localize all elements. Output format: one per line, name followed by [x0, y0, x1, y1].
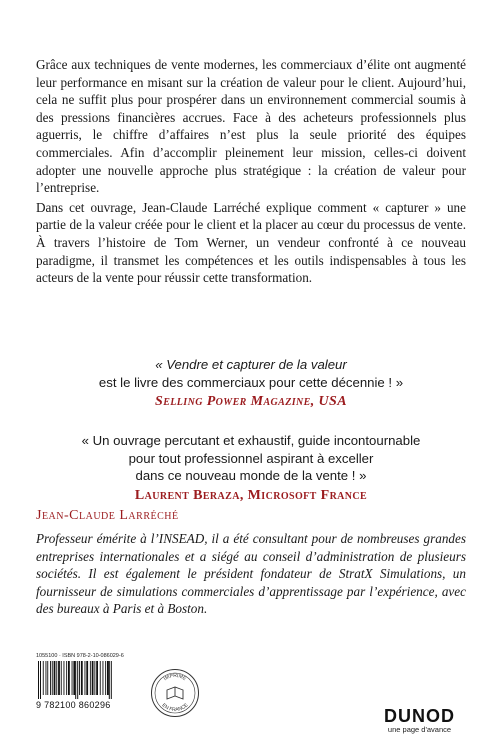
- imprime-en-france-seal: [150, 668, 200, 718]
- author-name: Jean-Claude Larréché: [36, 508, 179, 523]
- barcode-bars: [36, 661, 128, 699]
- barcode: [36, 653, 132, 710]
- intro-paragraph-2: Dans cet ouvrage, Jean-Claude Larréché explique comment « capturer » une partie de la valeur créée pour le client et la placer au cœur du processus de vente. À travers l’histoire de Tom Werner, un vendeur confronté à ce nouveau paradigme, il transmet les compétences et les outils indispensables à tous les acteurs de la vente pour réussir cette transformation.: [36, 199, 466, 286]
- quote-2-source: Laurent Beraza, Microsoft France: [134, 487, 368, 503]
- quote-1: [36, 356, 466, 411]
- quote-1-line-2: est le livre des commerciaux pour cette décennie ! »: [98, 374, 404, 390]
- quote-1-source: Selling Power Magazine, USA: [155, 394, 347, 409]
- intro-text: [36, 56, 466, 289]
- barcode-code-line: 1055100 · ISBN 978-2-10-086029-6: [36, 653, 124, 659]
- author-bio: Professeur émérite à l’INSEAD, il a été consultant pour de nombreuses grandes entreprises internationales et a siégé au conseil d’administration de plusieurs sociétés. Il est également le président fondateur de StratX Simulations, un fournisseur de simulations commerciales d’apprentissage par l’expérience, avec des bureaux à Paris et à Boston.: [36, 531, 466, 617]
- quote-2-line-1: « Un ouvrage percutant et exhaustif, guide incontournable: [81, 433, 421, 448]
- quote-2: [36, 432, 466, 504]
- publisher-name: DUNOD: [384, 706, 455, 726]
- barcode-digits: 9 782100 860296: [36, 700, 111, 710]
- svg-text:IMPRIMÉ: IMPRIMÉ: [162, 673, 188, 683]
- intro-paragraph-1: Grâce aux techniques de vente modernes, les commerciaux d’élite ont augmenté leur performance en misant sur la création de valeur pour le client. Aujourd’hui, cela ne suffit plus pour prospérer dans un environnement commercial soumis à des pressions financières accrues. Face à des acheteurs professionnels plus aguerris, le chiffre d’affaires n’est plus la seule priorité des équipes commerciales. Afin d’accomplir pleinement leur mission, celles-ci doivent adopter une nouvelle approche plus stratégique : la création de valeur pour l’entreprise.: [36, 57, 466, 196]
- publisher-tagline: une page d'avance: [387, 725, 452, 734]
- publisher-logo: [384, 706, 455, 734]
- quote-2-line-3: dans ce nouveau monde de la vente ! »: [135, 468, 367, 483]
- svg-text:EN FRANCE: EN FRANCE: [160, 702, 190, 714]
- quote-2-line-2: pour tout professionnel aspirant à exceller: [128, 450, 374, 466]
- quote-1-line-1: « Vendre et capturer de la valeur: [155, 357, 347, 372]
